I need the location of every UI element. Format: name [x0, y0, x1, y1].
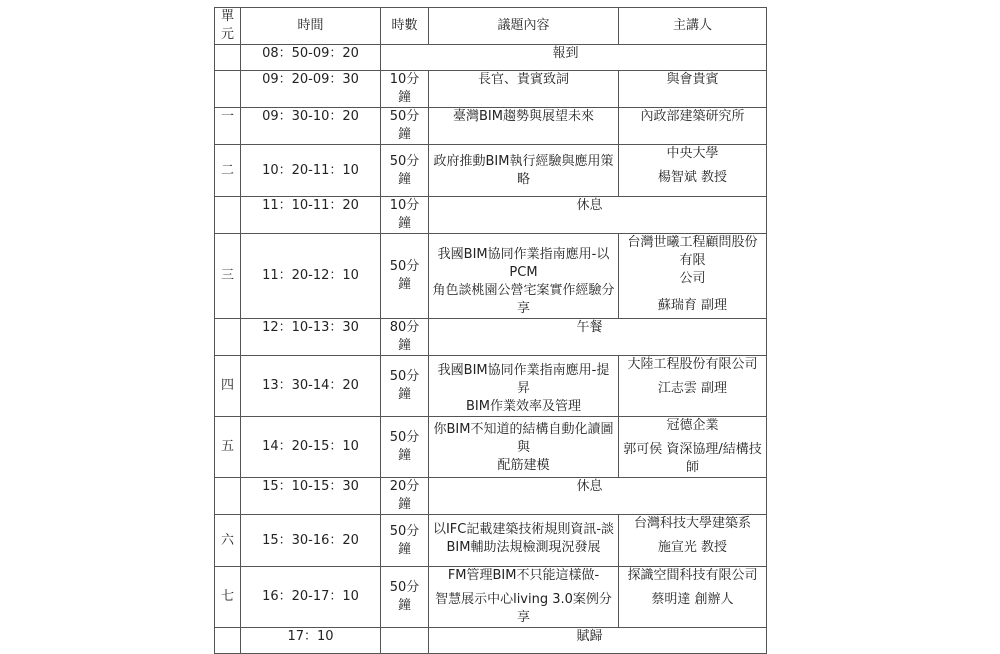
- speaker-cell: [619, 145, 767, 197]
- speaker-line: 台灣世曦工程顧問股份有限: [627, 235, 758, 268]
- header-row: [215, 8, 767, 45]
- topic-cell: [429, 71, 619, 108]
- table-row: [215, 478, 767, 515]
- speaker-line: 中央大學: [666, 146, 719, 161]
- speaker-cell: [619, 417, 767, 478]
- topic-line: 你BIM不知道的結構自動化讀圖與: [433, 422, 614, 455]
- time-cell: 08：50-09：20: [241, 45, 381, 71]
- speaker-cell: [619, 356, 767, 417]
- header-unit: 單元: [215, 8, 241, 45]
- duration-cell: 50分鐘: [381, 108, 429, 145]
- table-row: [215, 234, 767, 319]
- speaker-cell: [619, 234, 767, 319]
- topic-line: BIM作業效率及管理: [466, 399, 581, 414]
- duration-cell: 50分鐘: [381, 145, 429, 197]
- header-topic: 議題內容: [429, 8, 619, 45]
- topic-line: 配筋建模: [497, 458, 550, 473]
- topic-cell: [429, 234, 619, 319]
- topic-line: 賦歸: [576, 629, 603, 644]
- time-cell: 09：30-10：20: [241, 108, 381, 145]
- table-row: [215, 197, 767, 234]
- table-row: [215, 356, 767, 417]
- time-cell: 10：20-11：10: [241, 145, 381, 197]
- topic-line: 智慧展示中心living 3.0案例分享: [435, 592, 612, 625]
- unit-cell: [215, 319, 241, 356]
- topic-line: 政府推動BIM執行經驗與應用策略: [433, 153, 614, 187]
- speaker-line: 大陸工程股份有限公司: [627, 357, 758, 372]
- speaker-line: 與會貴賓: [666, 72, 719, 87]
- table-row: [215, 567, 767, 628]
- topic-line: 休息: [576, 198, 603, 213]
- header-time: 時間: [241, 8, 381, 45]
- merged-topic-cell: [429, 478, 767, 515]
- time-cell: 16：20-17：10: [241, 567, 381, 628]
- speaker-line: 內政部建築研究所: [640, 109, 745, 124]
- topic-line: BIM輔助法規檢測現況發展: [446, 540, 601, 555]
- speaker-line: 楊智斌 教授: [657, 170, 728, 185]
- speaker-line: 蔡明達 創辦人: [651, 592, 734, 607]
- table-row: [215, 108, 767, 145]
- speaker-cell: [619, 567, 767, 628]
- speaker-cell: [619, 108, 767, 145]
- speaker-line: 冠德企業: [666, 418, 719, 433]
- unit-cell: [215, 478, 241, 515]
- topic-line: FM管理BIM不只能這樣做-: [447, 568, 600, 583]
- speaker-cell: [619, 71, 767, 108]
- topic-line: 以IFC記載建築技術規則資訊-談: [432, 522, 615, 537]
- table-row: [215, 628, 767, 654]
- speaker-cell: [619, 515, 767, 567]
- topic-cell: [429, 145, 619, 197]
- time-cell: 15：30-16：20: [241, 515, 381, 567]
- agenda-table: [214, 7, 767, 654]
- merged-topic-cell: [429, 628, 767, 654]
- time-cell: 09：20-09：30: [241, 71, 381, 108]
- duration-cell: 10分鐘: [381, 197, 429, 234]
- topic-line: 報到: [552, 46, 579, 61]
- duration-cell: 50分鐘: [381, 356, 429, 417]
- time-cell: 15：10-15：30: [241, 478, 381, 515]
- duration-cell: 50分鐘: [381, 234, 429, 319]
- header-speaker: 主講人: [619, 8, 767, 45]
- table-row: [215, 417, 767, 478]
- topic-line: 午餐: [576, 320, 603, 335]
- unit-cell: 五: [215, 417, 241, 478]
- duration-cell: 80分鐘: [381, 319, 429, 356]
- topic-line: 臺灣BIM趨勢與展望未來: [453, 109, 594, 124]
- unit-cell: 三: [215, 234, 241, 319]
- duration-cell: 50分鐘: [381, 417, 429, 478]
- speaker-line: 施宣光 教授: [657, 540, 728, 555]
- duration-cell: 50分鐘: [381, 567, 429, 628]
- duration-cell: 20分鐘: [381, 478, 429, 515]
- duration-cell: 50分鐘: [381, 515, 429, 567]
- speaker-line: 郭可侯 資深協理/結構技師: [623, 442, 762, 475]
- unit-cell: [215, 45, 241, 71]
- topic-line: 我國BIM協同作業指南應用-以PCM: [437, 247, 610, 280]
- topic-cell: [429, 417, 619, 478]
- unit-cell: [215, 628, 241, 654]
- time-cell: 12：10-13：30: [241, 319, 381, 356]
- topic-cell: [429, 515, 619, 567]
- topic-cell: [429, 356, 619, 417]
- time-cell: 14：20-15：10: [241, 417, 381, 478]
- topic-cell: [429, 108, 619, 145]
- time-cell: 11：20-12：10: [241, 234, 381, 319]
- topic-line: 我國BIM協同作業指南應用-提昇: [437, 363, 610, 396]
- merged-topic-cell: [381, 45, 767, 71]
- time-cell: 11：10-11：20: [241, 197, 381, 234]
- header-duration: 時數: [381, 8, 429, 45]
- unit-cell: 一: [215, 108, 241, 145]
- unit-cell: 七: [215, 567, 241, 628]
- table-row: [215, 515, 767, 567]
- time-cell: 17：10: [241, 628, 381, 654]
- table-row: [215, 319, 767, 356]
- speaker-line: 蘇瑞育 副理: [657, 298, 728, 313]
- unit-cell: [215, 71, 241, 108]
- unit-cell: 四: [215, 356, 241, 417]
- unit-cell: 六: [215, 515, 241, 567]
- table-row: [215, 145, 767, 197]
- speaker-line: 公司: [679, 271, 706, 286]
- topic-line: 休息: [576, 479, 603, 494]
- unit-cell: [215, 197, 241, 234]
- table-row: [215, 71, 767, 108]
- merged-topic-cell: [429, 319, 767, 356]
- topic-cell: [429, 567, 619, 628]
- topic-line: 長官、貴賓致詞: [477, 72, 569, 87]
- merged-topic-cell: [429, 197, 767, 234]
- speaker-line: 江志雲 副理: [657, 381, 728, 396]
- table-row: [215, 45, 767, 71]
- time-cell: 13：30-14：20: [241, 356, 381, 417]
- speaker-line: 台灣科技大學建築系: [633, 516, 751, 531]
- duration-cell: 10分鐘: [381, 71, 429, 108]
- speaker-line: 探識空間科技有限公司: [627, 568, 758, 583]
- duration-cell: [381, 628, 429, 654]
- topic-line: 角色談桃園公營宅案實作經驗分享: [432, 283, 615, 316]
- unit-cell: 二: [215, 145, 241, 197]
